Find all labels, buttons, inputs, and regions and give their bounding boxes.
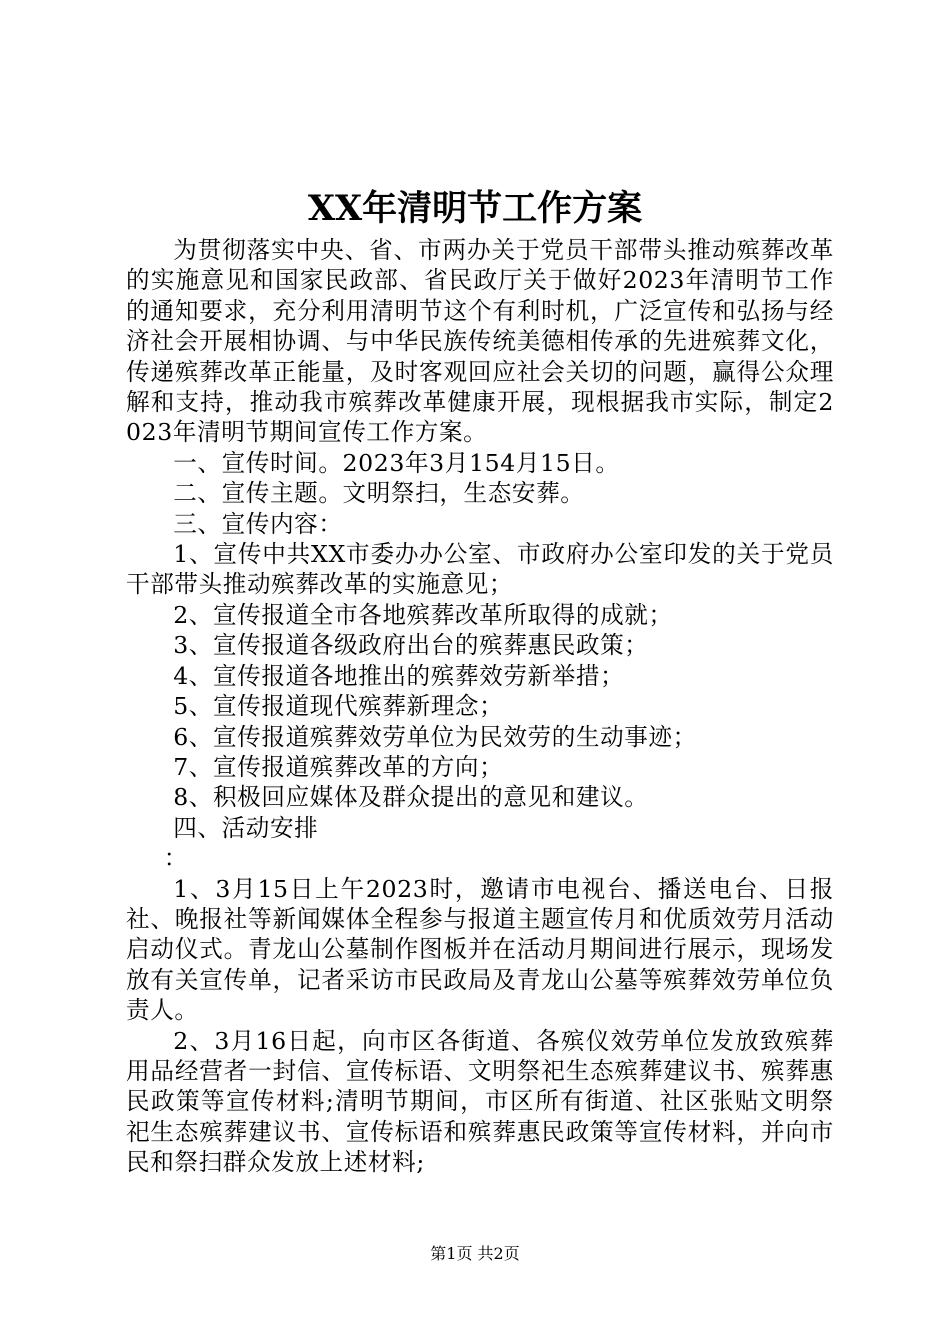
content-item-3: 3、宣传报道各级政府出台的殡葬惠民政策；	[173, 631, 649, 660]
document-body	[126, 235, 834, 1178]
section-time: 一、宣传时间。2023年3月154月15日。	[173, 448, 620, 477]
activity-item-2: 2、3月16日起，向市区各街道、各殡仪效劳单位发放致殡葬用品经营者一封信、宣传标语、文明祭祀生态殡葬建议书、殡葬惠民政策等宣传材料;清明节期间，市区所有街道、社区张贴文明祭祀生态殡葬建议书、宣传标语和殡葬惠民政策等宣传材料，并向市民和祭扫群众发放上述材料;	[126, 1026, 834, 1177]
intro-paragraph: 为贯彻落实中央、省、市两办关于党员干部带头推动殡葬改革的实施意见和国家民政部、省民政厅关于做好2023年清明节工作的通知要求，充分利用清明节这个有利时机，广泛宣传和弘扬与经济社会开展相协调、与中华民族传统美德相传承的先进殡葬文化，传递殡葬改革正能量，及时客观回应社会关切的问题，赢得公众理解和支持，推动我市殡葬改革健康开展，现根据我市实际，制定2023年清明节期间宣传工作方案。	[126, 236, 834, 447]
content-item-5: 5、宣传报道现代殡葬新理念；	[173, 692, 504, 721]
content-item-4: 4、宣传报道各地推出的殡葬效劳新举措；	[173, 661, 625, 690]
section-activities-heading: 四、活动安排	[173, 813, 319, 842]
content-item-2: 2、宣传报道全市各地殡葬改革所取得的成就；	[173, 600, 673, 629]
document-title: XX年清明节工作方案	[307, 188, 643, 229]
content-item-6: 6、宣传报道殡葬效劳单位为民效劳的生动事迹；	[173, 722, 697, 751]
section-theme: 二、宣传主题。文明祭扫，生态安葬。	[173, 479, 585, 508]
section-content-heading: 三、宣传内容：	[173, 509, 343, 538]
activities-colon: ：	[163, 844, 188, 873]
content-item-8: 8、积极回应媒体及群众提出的意见和建议。	[173, 783, 649, 812]
page-footer: 第1页 共2页	[430, 1244, 520, 1263]
content-item-1: 1、宣传中共XX市委办办公室、市政府办公室印发的关于党员干部带头推动殡葬改革的实施意见；	[126, 540, 834, 599]
activity-item-1: 1、3月15日上午2023时，邀请市电视台、播送电台、日报社、晚报社等新闻媒体全程参与报道主题宣传月和优质效劳月活动启动仪式。青龙山公墓制作图板并在活动月期间进行展示，现场发放有关宣传单，记者采访市民政局及青龙山公墓等殡葬效劳单位负责人。	[126, 874, 834, 1025]
content-item-7: 7、宣传报道殡葬改革的方向；	[173, 752, 504, 781]
